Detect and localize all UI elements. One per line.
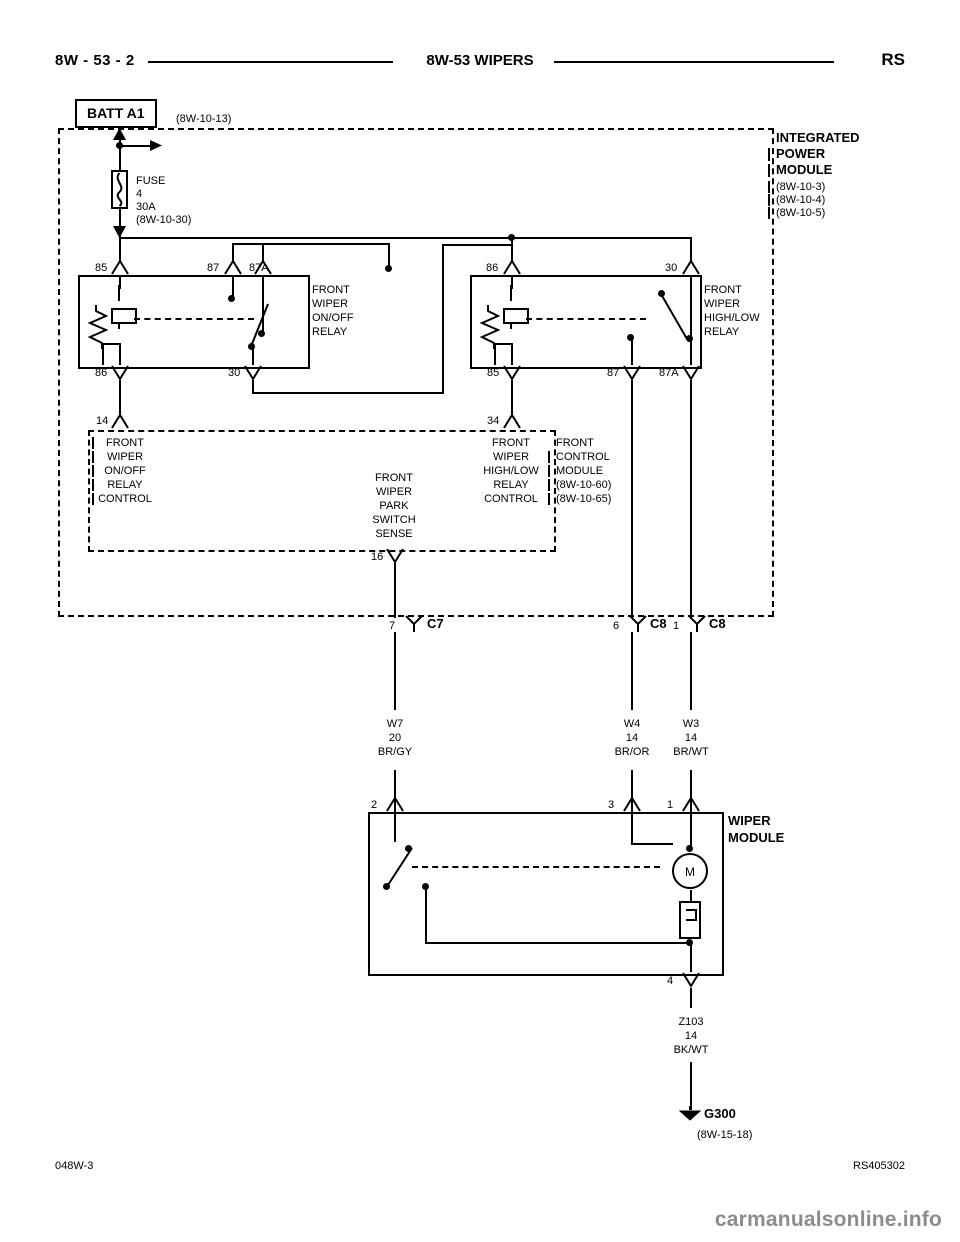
ipm-tick-1 [768, 148, 770, 161]
onoff-ground-drop [388, 243, 390, 266]
ipm-tick-4 [768, 194, 770, 206]
fcm-ref-2: (8W-10-65) [556, 493, 612, 505]
feed-drop-86-highlow [511, 237, 513, 261]
highlow-pin87-lead [631, 337, 633, 365]
fcm-left-tick-2 [92, 451, 94, 463]
wiper-module-title-l2: MODULE [728, 830, 785, 845]
pin-marker-14-fcm [110, 413, 130, 429]
fcm-pin34-label-l4: RELAY [493, 479, 529, 491]
fcm-pin16-label-l2: WIPER [375, 486, 413, 498]
wiper-module-box [368, 812, 724, 976]
wiper-pin2-lead [394, 812, 396, 842]
onoff-relay-name-line2: WIPER [312, 298, 349, 310]
ipm-title-line1: INTEGRATED [776, 130, 860, 145]
onoff-relay-name-line3: ON/OFF [312, 312, 354, 324]
ipm-tick-5 [768, 207, 770, 219]
fuse-name: FUSE [136, 175, 166, 187]
onoff-pin-87-label: 87 [207, 262, 220, 274]
onoff-pin-86-label: 86 [95, 367, 108, 379]
ipm-tick-2 [768, 164, 770, 177]
wiper-pin-1-label: 1 [667, 799, 674, 811]
battery-feed-reference: (8W-10-13) [176, 113, 232, 125]
onoff-pin30-lead [252, 346, 254, 365]
fcm-title-l3: MODULE [556, 465, 604, 477]
wiper-module-title-l1: WIPER [728, 813, 771, 828]
onoff-relay-name-line4: RELAY [312, 326, 348, 338]
onoff-coil-bottom-lead [102, 345, 104, 365]
wire-w7-upper [394, 632, 396, 710]
pin-marker-85-onoff [110, 259, 130, 275]
fcm-pin14-label-l4: RELAY [107, 479, 143, 491]
pin-marker-85-highlow [502, 365, 522, 381]
connector-c8-6-name: C8 [650, 616, 667, 631]
fcm-pin-14-label: 14 [96, 415, 109, 427]
fcm-pin34-label-l2: WIPER [492, 451, 530, 463]
connector-marker-c7 [404, 615, 424, 633]
wiper-park-switch-arm [383, 840, 425, 890]
highlow-pin-30-label: 30 [665, 262, 678, 274]
fcm-pin16-label-l3: PARK [379, 500, 409, 512]
ipm-ref-3: (8W-10-5) [776, 207, 826, 219]
wiper-pin-3-label: 3 [608, 799, 615, 811]
wire-w3-color: BR/WT [673, 746, 709, 758]
onoff-coil-top-lead [119, 275, 121, 289]
onoff-relay-armature-link [134, 318, 254, 320]
pin-marker-16-fcm [385, 548, 405, 564]
connector-c8-6-pin: 6 [613, 620, 620, 632]
fcm-tick-3 [548, 479, 550, 491]
wiper-pin-4-label: 4 [667, 975, 674, 987]
fuse-symbol [108, 170, 132, 210]
header-rule-right [554, 61, 834, 63]
wire-w3-upper [690, 632, 692, 710]
battery-up-arrow-head [112, 128, 128, 142]
connector-c7-name: C7 [427, 616, 444, 631]
highlow-relay-name-line1: FRONT [704, 284, 742, 296]
fcm-pin16-label-l4: SWITCH [372, 514, 416, 526]
fcm-pin34-label-l3: HIGH/LOW [483, 465, 539, 477]
fcm-pin14-label-l1: FRONT [106, 437, 144, 449]
pin-marker-87a-highlow [681, 365, 701, 381]
page-number: 8W - 53 - 2 [55, 52, 135, 69]
pin-marker-87-highlow [622, 365, 642, 381]
wire-highlow-87a-down [690, 380, 692, 618]
pin-marker-86-onoff [110, 365, 130, 381]
onoff-coil-bottom-jog [102, 343, 120, 345]
wire-w4-color: BR/OR [614, 746, 650, 758]
connector-marker-c8-6 [628, 615, 648, 633]
wire-w4-id: W4 [623, 718, 641, 730]
highlow-coil-top-lead [511, 275, 513, 289]
wire-w3-gauge: 14 [684, 732, 698, 744]
wire-w4-gauge: 14 [625, 732, 639, 744]
highlow-relay-armature-link [526, 318, 646, 320]
wiper-motor-letter [668, 858, 712, 870]
wiper-module-dashed-link [412, 866, 660, 868]
pin-marker-30-highlow [681, 259, 701, 275]
model-code: RS [881, 50, 905, 69]
fcm-left-tick-3 [92, 465, 94, 477]
wiper-motor-symbol [668, 849, 712, 893]
fcm-pin14-label-l2: WIPER [106, 451, 144, 463]
wire-onoff-30-up [442, 244, 444, 394]
fcm-left-tick-5 [92, 493, 94, 505]
wire-z103-color: BK/WT [673, 1044, 709, 1056]
fcm-ref-1: (8W-10-60) [556, 479, 612, 491]
onoff-relay-name-line1: FRONT [312, 284, 350, 296]
onoff-relay-coil [86, 283, 156, 357]
fcm-tick-4 [548, 493, 550, 505]
highlow-pin85-lead [511, 343, 513, 365]
wire-onoff-30-top-link [442, 244, 512, 246]
ipm-tick-3 [768, 181, 770, 193]
pin-marker-34-fcm [502, 413, 522, 429]
onoff-pin86-lead [119, 343, 121, 365]
highlow-relay-name-line2: WIPER [704, 298, 741, 310]
highlow-pin-87-label: 87 [607, 367, 620, 379]
wiper-park-contact-dot [405, 845, 412, 852]
connector-c7-pin: 7 [389, 620, 396, 632]
wire-highlow-85-to-fcm34 [511, 380, 513, 415]
pin-marker-2-wiper [385, 796, 405, 812]
pin-marker-3-wiper [622, 796, 642, 812]
onoff-pin-85-label: 85 [95, 262, 108, 274]
wire-w7-gauge: 20 [388, 732, 402, 744]
fcm-pin16-label-l5: SENSE [375, 528, 413, 540]
site-watermark: carmanualsonline.info [714, 1208, 942, 1231]
fcm-left-tick-1 [92, 437, 94, 449]
ipm-title-line2: POWER [776, 146, 826, 161]
fcm-title-l1: FRONT [556, 437, 594, 449]
onoff-pin-30-label: 30 [228, 367, 241, 379]
fcm-pin14-label-l3: ON/OFF [104, 465, 146, 477]
wire-onoff-86-to-fcm14 [119, 380, 121, 415]
wiper-park-return-down [425, 886, 427, 944]
ground-label: G300 [704, 1106, 736, 1121]
wire-w3-id: W3 [682, 718, 700, 730]
fcm-tick-1 [548, 451, 550, 463]
wire-z103-upper [690, 988, 692, 1008]
highlow-contact-87a-dot [686, 335, 693, 342]
wire-highlow-87-down [631, 380, 633, 618]
wire-onoff-30-right [252, 392, 444, 394]
pin-marker-30-onoff [243, 365, 263, 381]
battery-feed-label: BATT A1 [75, 99, 157, 128]
ipm-ref-2: (8W-10-4) [776, 194, 826, 206]
wire-z103-lower [690, 1062, 692, 1110]
highlow-coil-bottom-lead [494, 345, 496, 365]
fcm-pin16-label-l1: FRONT [375, 472, 413, 484]
fuse-reference: (8W-10-30) [136, 214, 192, 226]
highlow-pin87a-lead [690, 275, 692, 365]
fcm-pin34-label-l5: CONTROL [484, 493, 538, 505]
onoff-pin-87a-label: 87A [249, 262, 269, 274]
fcm-pin34-label-l1: FRONT [492, 437, 530, 449]
wiper-pin3-lead [631, 812, 633, 845]
highlow-relay-name-line4: RELAY [704, 326, 740, 338]
feed-drop-30-highlow [690, 237, 692, 261]
wire-w7-id: W7 [386, 718, 404, 730]
wiper-park-pivot-dot [383, 883, 390, 890]
connector-c8-1-name: C8 [709, 616, 726, 631]
highlow-relay-coil [478, 283, 548, 357]
page-title: 8W-53 WIPERS [426, 52, 534, 69]
fcm-pin-34-label: 34 [487, 415, 500, 427]
connector-marker-c8-1 [687, 615, 707, 633]
fcm-pin14-label-l5: CONTROL [98, 493, 152, 505]
wiper-pin3-to-motor [631, 843, 673, 845]
fuse-rating: 30A [136, 201, 156, 213]
pin-marker-86-highlow [502, 259, 522, 275]
highlow-pin-85-label: 85 [487, 367, 500, 379]
wiper-ground-lead [690, 940, 692, 972]
highlow-relay-name-line3: HIGH/LOW [704, 312, 760, 324]
fcm-title-l2: CONTROL [556, 451, 610, 463]
feed-drop-85-onoff [119, 237, 121, 261]
connector-c8-1-pin: 1 [673, 620, 680, 632]
pin-marker-1-wiper [681, 796, 701, 812]
diagram-id: RS405302 [853, 1160, 905, 1172]
fuse-number: 4 [136, 188, 143, 200]
wire-w7-color: BR/GY [377, 746, 413, 758]
wiper-park-return-right [425, 942, 686, 944]
onoff-ground-dot [385, 265, 392, 272]
drawing-number: 048W-3 [55, 1160, 94, 1172]
pin-marker-87-onoff [223, 259, 243, 275]
wire-z103-gauge: 14 [684, 1030, 698, 1042]
onoff-relay-switch-arm [248, 298, 278, 348]
highlow-pin-87a-label: 87A [659, 367, 679, 379]
ground-symbol-icon [676, 1106, 704, 1122]
battery-arrow-head [150, 138, 164, 154]
highlow-pin-86-label: 86 [486, 262, 499, 274]
pin-marker-4-wiper [681, 972, 701, 988]
wire-w4-upper [631, 632, 633, 710]
onoff-contact-87-lead [232, 275, 234, 297]
ipm-title-line3: MODULE [776, 162, 833, 177]
fcm-pin-16-label: 16 [371, 551, 384, 563]
fcm-left-tick-4 [92, 479, 94, 491]
onoff-87a-top-bus [232, 243, 390, 245]
wire-z103-id: Z103 [678, 1016, 704, 1028]
wiper-brush-resistor [676, 900, 704, 942]
ground-reference: (8W-15-18) [697, 1129, 753, 1141]
fcm-tick-2 [548, 465, 550, 477]
ipm-ref-1: (8W-10-3) [776, 181, 826, 193]
highlow-coil-bottom-jog [494, 343, 512, 345]
wire-fcm16-down [394, 563, 396, 618]
battery-feed-bus [119, 237, 692, 239]
svg-text:M: M [685, 865, 695, 879]
wiper-pin-2-label: 2 [371, 799, 378, 811]
